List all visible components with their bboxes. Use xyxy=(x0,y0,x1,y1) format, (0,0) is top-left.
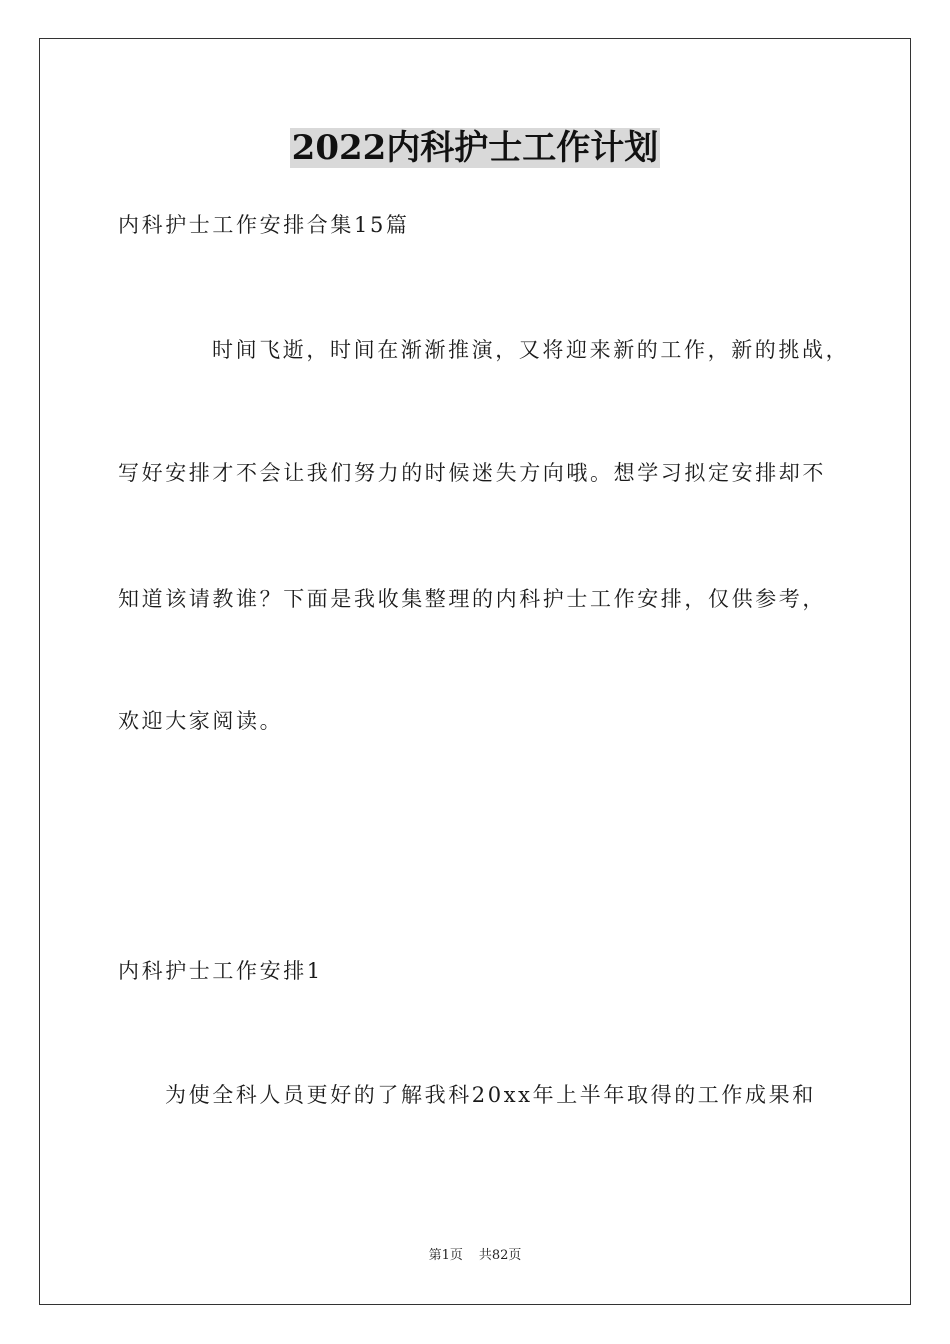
intro-line-4: 欢迎大家阅读。 xyxy=(118,709,284,733)
intro-line-1: 时间飞逝，时间在渐渐推演，又将迎来新的工作，新的挑战， xyxy=(212,338,850,362)
page-total: 共82页 xyxy=(478,1248,522,1263)
intro-line-2: 写好安排才不会让我们努力的时候迷失方向哦。想学习拟定安排却不 xyxy=(118,461,826,485)
document-title xyxy=(0,128,950,168)
section-heading: 内科护士工作安排1 xyxy=(118,959,323,983)
page-footer xyxy=(0,1247,950,1265)
page-number: 第1页 xyxy=(428,1248,463,1263)
subtitle: 内科护士工作安排合集15篇 xyxy=(118,213,410,237)
document-title-text: 2022内科护士工作计划 xyxy=(291,128,659,168)
section-paragraph-line-1: 为使全科人员更好的了解我科20xx年上半年取得的工作成果和 xyxy=(165,1083,816,1107)
intro-line-3: 知道该请教谁？下面是我收集整理的内科护士工作安排，仅供参考， xyxy=(118,587,826,611)
